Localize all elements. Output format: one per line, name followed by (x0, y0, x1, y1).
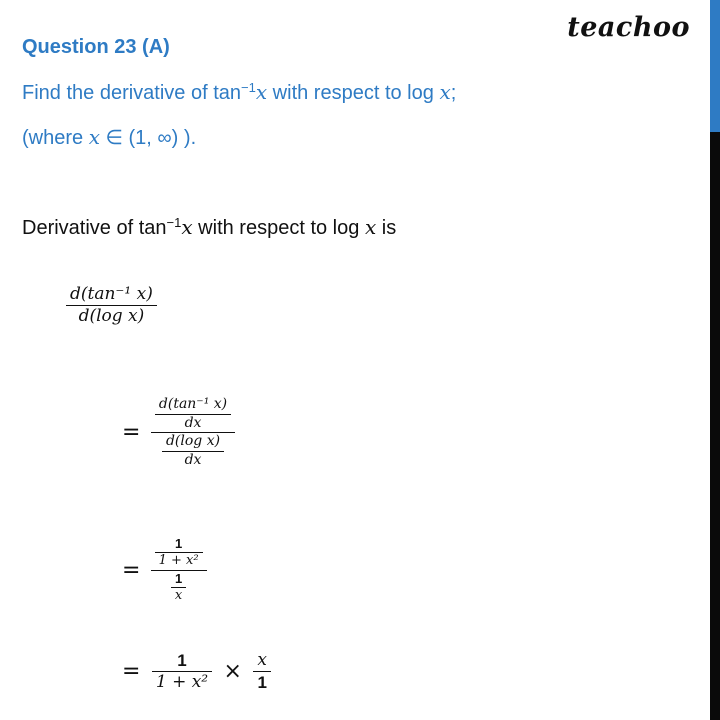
step1-numerator (151, 396, 235, 432)
intro-sup: −1 (166, 214, 182, 230)
fraction-step0 (66, 284, 157, 328)
question-line2-prefix: (where (22, 127, 89, 149)
step0-numerator: d(tan⁻¹ x) (70, 284, 153, 304)
step2-denominator (167, 571, 190, 605)
step2-numerator (151, 536, 207, 570)
question-line2-end: . (190, 127, 197, 149)
step0-fraction (66, 284, 157, 328)
fraction-step1 (151, 396, 235, 469)
intro-var2: x (364, 215, 377, 239)
step2-den-num: 1 (174, 570, 183, 586)
question-line1-sup: −1 (241, 79, 256, 95)
step1-den-den: dx (184, 451, 202, 468)
solution-intro (22, 215, 396, 240)
teachoo-logo: teachoo (567, 12, 690, 43)
intro-end: is (376, 217, 397, 239)
question-line2-var: x (88, 125, 100, 149)
step1-num-num: d(tan⁻¹ x) (158, 396, 228, 412)
fraction-step3-right (253, 650, 271, 694)
question-line2-set: ∈ (1, ∞) ) (99, 127, 191, 149)
question-line1-prefix: Find the derivative of tan (22, 82, 242, 104)
step3-f1-den: 1 + x² (155, 672, 209, 693)
fraction-step1-bottom (162, 433, 224, 469)
equals-sign: = (122, 557, 141, 583)
fraction-step2 (151, 536, 207, 604)
step3-f2-num: x (257, 650, 267, 670)
step3-expression (122, 650, 271, 694)
question-line-2 (22, 125, 196, 150)
intro-prefix: Derivative of tan (22, 217, 167, 239)
step2-expression (122, 536, 207, 604)
fraction-step2-top (155, 536, 203, 570)
equals-sign: = (122, 420, 141, 445)
side-accent-bar (710, 0, 720, 132)
step2-num-num: 1 (174, 536, 183, 551)
step3-f2-den: 1 (257, 673, 267, 693)
step0-denominator: d(log x) (78, 306, 145, 327)
question-title: Question 23 (A) (22, 36, 170, 58)
step1-expression (122, 396, 235, 469)
fraction-step1-top (155, 396, 231, 432)
intro-mid: with respect to log (192, 217, 365, 239)
equals-sign: = (122, 659, 141, 685)
step2-num-den: 1 + x² (158, 553, 199, 569)
intro-var: x (181, 215, 193, 239)
question-line-1 (22, 80, 456, 105)
question-line1-mid: with respect to log (267, 82, 440, 104)
fraction-step2-bottom (171, 571, 186, 605)
step2-den-den: x (174, 587, 183, 603)
fraction-step3-left (152, 650, 212, 694)
side-dark-bar (710, 132, 720, 720)
times-sign: × (223, 659, 242, 685)
question-line1-end: ; (450, 82, 457, 104)
question-line1-var: x (255, 80, 268, 104)
step1-num-den: dx (184, 414, 202, 431)
step3-f1-num: 1 (177, 651, 187, 670)
question-line1-var2: x (439, 80, 451, 104)
step1-den-num: d(log x) (165, 433, 221, 449)
step1-denominator (158, 433, 228, 469)
